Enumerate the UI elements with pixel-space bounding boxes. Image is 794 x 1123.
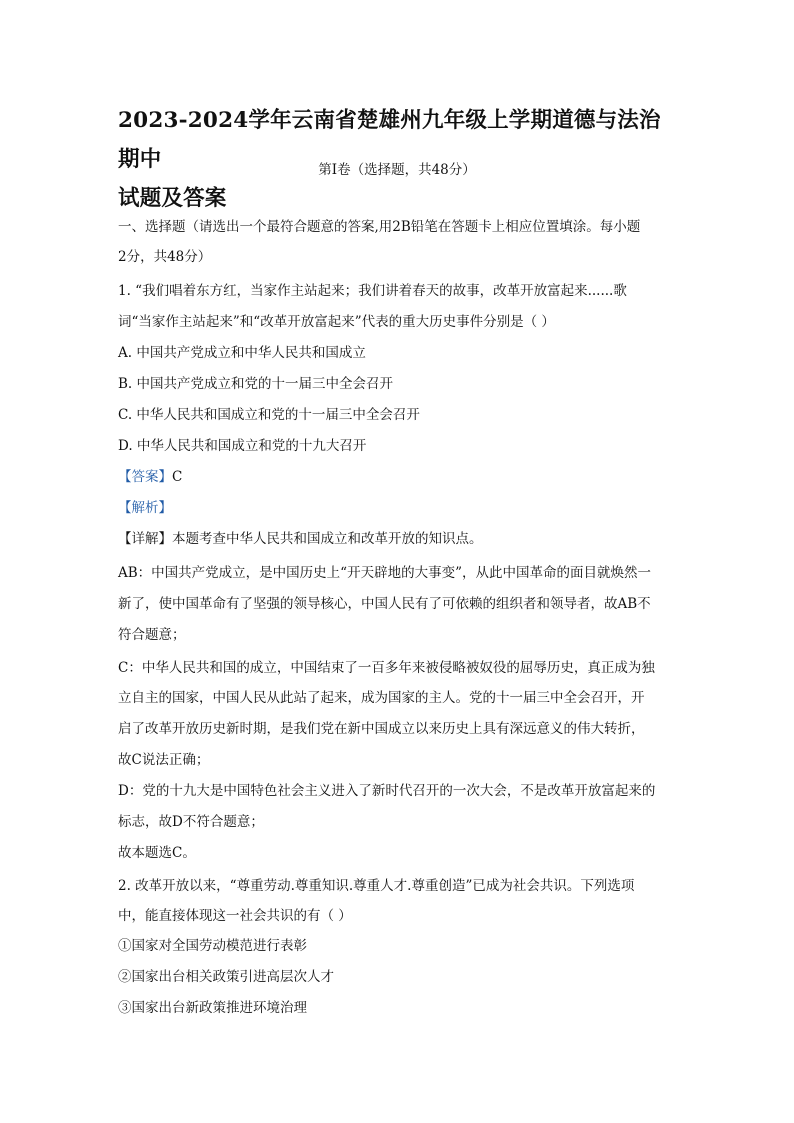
question-2-item: ①国家对全国劳动模范进行表彰 bbox=[118, 938, 307, 954]
analysis-line bbox=[118, 498, 678, 518]
detail-line bbox=[118, 529, 678, 549]
analysis-tag: 【解析】 bbox=[118, 500, 172, 516]
question-2-item: ③国家出台新政策推进环境治理 bbox=[118, 1000, 307, 1016]
explanation-c: C：中华人民共和国的成立，中国结束了一百多年来被侵略被奴役的屈辱历史，真正成为独 bbox=[118, 660, 655, 676]
conclusion-line: 故本题选C。 bbox=[118, 845, 196, 861]
explanation-ab: AB：中国共产党成立，是中国历史上“开天辟地的大事变”，从此中国革命的面目就焕然一 bbox=[118, 565, 651, 581]
instructions-line: 2分，共48分） bbox=[118, 249, 212, 265]
question-1-stem: 词“当家作主站起来”和“改革开放富起来”代表的重大历史事件分别是（ ） bbox=[118, 314, 555, 330]
explanation-c: 故C说法正确； bbox=[118, 752, 210, 768]
answer-tag: 【答案】 bbox=[118, 469, 172, 485]
section-header: 第Ⅰ卷（选择题，共48分） bbox=[318, 162, 476, 178]
explanation-ab: 新了，使中国革命有了坚强的领导核心，中国人民有了可依赖的组织者和领导者，故AB不 bbox=[118, 596, 651, 612]
answer-value: C bbox=[172, 469, 183, 485]
detail-tag: 【详解】 bbox=[118, 531, 172, 547]
explanation-d: 标志，故D不符合题意； bbox=[118, 814, 264, 830]
explanation-c: 启了改革开放历史新时期，是我们党在新中国成立以来历史上具有深远意义的伟大转折， bbox=[118, 721, 645, 737]
question-2-stem: 2. 改革开放以来，“尊重劳动.尊重知识.尊重人才.尊重创造”已成为社会共识。下列选项 bbox=[118, 878, 635, 894]
answer-line bbox=[118, 467, 678, 487]
question-1-stem: 1. “我们唱着东方红，当家作主站起来；我们讲着春天的故事，改革开放富起来......歌 bbox=[118, 283, 627, 299]
option-a: A. 中国共产党成立和中华人民共和国成立 bbox=[118, 345, 366, 361]
option-d: D. 中华人民共和国成立和党的十九大召开 bbox=[118, 438, 367, 454]
option-b: B. 中国共产党成立和党的十一届三中全会召开 bbox=[118, 376, 394, 392]
explanation-ab: 符合题意； bbox=[118, 627, 186, 643]
explanation-c: 立自主的国家，中国人民从此站了起来，成为国家的主人。党的十一届三中全会召开，开 bbox=[118, 690, 645, 706]
instructions-line: 一、选择题（请选出一个最符合题意的答案,用2B铅笔在答题卡上相应位置填涂。每小题 bbox=[118, 219, 641, 235]
explanation-d: D：党的十九大是中国特色社会主义进入了新时代召开的一次大会，不是改革开放富起来的 bbox=[118, 783, 656, 799]
detail-text: 本题考查中华人民共和国成立和改革开放的知识点。 bbox=[172, 531, 483, 547]
question-2-item: ②国家出台相关政策引进高层次人才 bbox=[118, 969, 334, 985]
option-c: C. 中华人民共和国成立和党的十一届三中全会召开 bbox=[118, 407, 420, 423]
question-2-stem: 中，能直接体现这一社会共识的有（ ） bbox=[118, 908, 352, 924]
title-line-1: 2023-2024学年云南省楚雄州九年级上学期道德与法治期中 bbox=[118, 108, 661, 172]
title-line-2: 试题及答案 bbox=[118, 186, 227, 211]
